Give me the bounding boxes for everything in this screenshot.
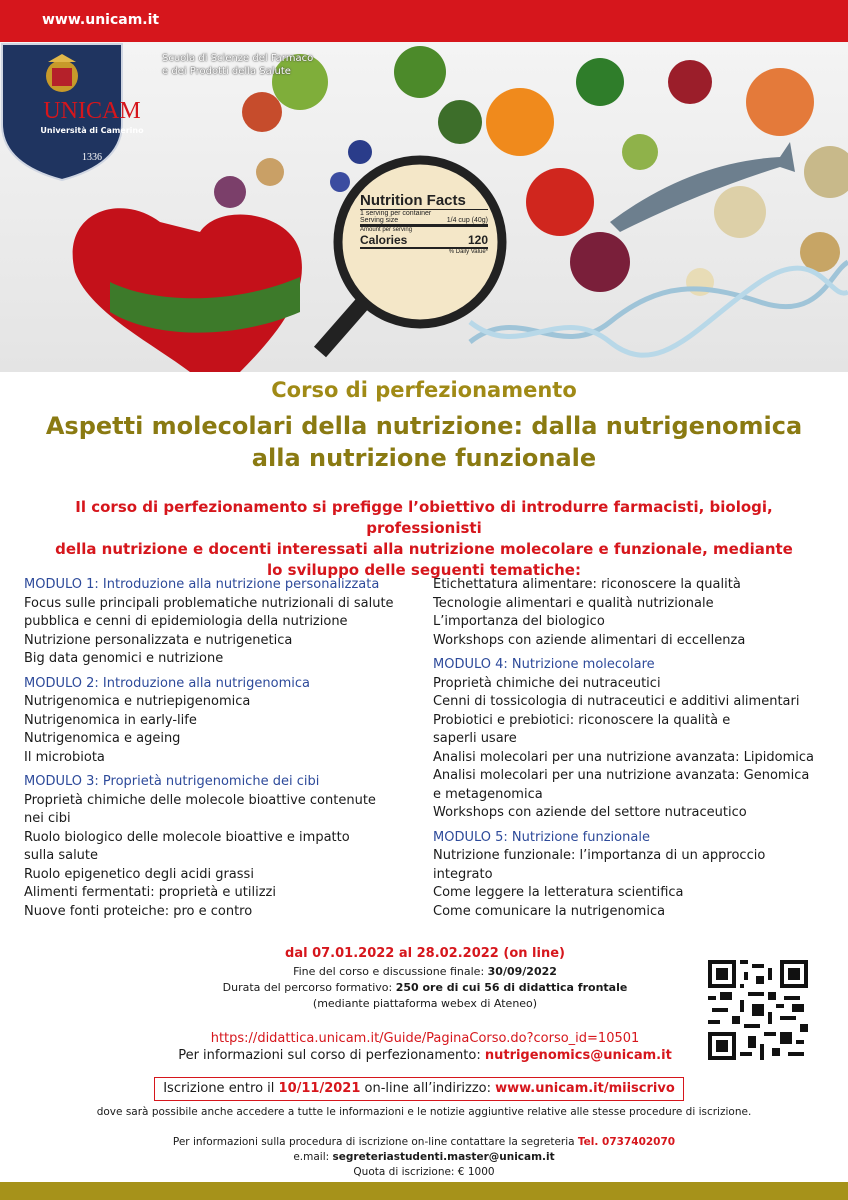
module-item: e metagenomica — [433, 786, 543, 802]
module-item: sulla salute — [24, 848, 99, 863]
module-item: Come leggere la letteratura scientifica — [433, 885, 684, 900]
access-note: dove sarà possibile anche accedere a tutte le informazioni e le notizie aggiuntive relative alle stesse procedure di iscrizione. — [96, 1106, 752, 1118]
intro-line-3: lo sviluppo delle seguenti tematiche: — [267, 561, 581, 579]
module-item: Alimenti fermentati: proprietà e utilizzi — [24, 885, 276, 900]
intro-paragraph — [20, 497, 828, 581]
site-url[interactable]: www.unicam.it — [42, 12, 160, 28]
logo-name: UNICAM — [43, 98, 141, 124]
logo-year: 1336 — [82, 152, 102, 163]
enroll-prefix: Iscrizione entro il — [163, 1081, 279, 1096]
module-2-title: MODULO 2: Introduzione alla nutrigenomica — [24, 675, 310, 691]
serving-per-container: 1 serving per container — [360, 209, 488, 217]
course-info-line — [160, 1048, 690, 1063]
course-url-link[interactable]: https://didattica.unicam.it/Guide/PaginaCorso.do?corso_id=10501 — [210, 1031, 640, 1046]
module-item: saperli usare — [433, 731, 517, 746]
module-item: Nutrigenomica in early-life — [24, 712, 197, 728]
serving-size-value: 1/4 cup (40g) — [446, 217, 488, 224]
platform-note: (mediante piattaforma webex di Ateneo) — [312, 997, 538, 1010]
school-line-2: e dei Prodotti della Salute — [162, 66, 291, 77]
course-title — [0, 410, 848, 474]
modules-left-column — [24, 576, 419, 921]
end-date-value: 30/09/2022 — [487, 965, 557, 978]
course-info-email[interactable]: nutrigenomics@unicam.it — [484, 1048, 672, 1063]
logo-subtitle: Università di Camerino — [40, 126, 144, 135]
contact-email-label: e.mail: — [293, 1151, 333, 1163]
module-item: Ruolo biologico delle molecole bioattive e impatto — [24, 829, 350, 845]
enroll-deadline: 10/11/2021 — [278, 1081, 361, 1096]
course-info-label: Per informazioni sul corso di perfezionamento: — [178, 1048, 485, 1063]
contact-line — [0, 1135, 848, 1150]
module-item: Nutrigenomica e nutriepigenomica — [24, 694, 251, 709]
hero-image — [0, 42, 848, 372]
module-item: Cenni di tossicologia di nutraceutici e additivi alimentari — [433, 694, 800, 709]
duration-value: 250 ore di cui 56 di didattica frontale — [395, 981, 628, 994]
module-item: Ruolo epigenetico degli acidi grassi — [24, 866, 254, 882]
nutrition-facts-label — [360, 192, 488, 255]
contact-label: Per informazioni sulla procedura di iscrizione on-line contattare la segreteria — [172, 1136, 578, 1148]
course-title-line-2: alla nutrizione funzionale — [251, 444, 597, 472]
calories-value: 120 — [467, 233, 488, 247]
module-3-title: MODULO 3: Proprietà nutrigenomiche dei cibi — [24, 774, 320, 789]
enrollment-box — [154, 1077, 684, 1101]
bottom-banner — [0, 1182, 848, 1200]
module-1-title: MODULO 1: Introduzione alla nutrizione personalizzata — [24, 577, 380, 592]
module-item: Analisi molecolari per una nutrizione avanzata: Genomica — [433, 768, 810, 783]
module-item: pubblica e cenni di epidemiologia della nutrizione — [24, 614, 348, 629]
course-type: Corso di perfezionamento — [271, 378, 577, 402]
module-item: Focus sulle principali problematiche nutrizionali di salute — [24, 595, 394, 611]
calories-label: Calories — [360, 233, 408, 247]
school-name — [162, 52, 313, 78]
module-item: nei cibi — [24, 811, 71, 826]
module-item: Tecnologie alimentari e qualità nutrizionale — [433, 595, 714, 611]
module-item: Etichettatura alimentare: riconoscere la qualità — [433, 577, 741, 592]
module-5-title: MODULO 5: Nutrizione funzionale — [433, 829, 650, 845]
amount-per-serving: Amount per serving — [360, 227, 413, 233]
module-item: Il microbiota — [24, 749, 105, 765]
module-item: Nutrizione funzionale: l’importanza di un approccio — [433, 848, 766, 863]
module-item: Proprietà chimiche delle molecole bioattive contenute — [24, 792, 376, 808]
module-item: Proprietà chimiche dei nutraceutici — [433, 675, 661, 691]
contact-email[interactable]: segreteriastudenti.master@unicam.it — [332, 1151, 555, 1163]
module-item: Workshops con aziende alimentari di eccellenza — [433, 632, 746, 648]
module-item: Analisi molecolari per una nutrizione avanzata: Lipidomica — [433, 749, 814, 765]
serving-size-label: Serving size — [360, 217, 399, 224]
contact-block — [0, 1135, 848, 1180]
end-date-line — [160, 964, 690, 980]
module-item: integrato — [433, 866, 493, 882]
module-item: Come comunicare la nutrigenomica — [433, 903, 666, 919]
module-item: Nuove fonti proteiche: pro e contro — [24, 903, 253, 919]
top-banner — [0, 0, 848, 42]
course-title-line-1: Aspetti molecolari della nutrizione: dalla nutrigenomica — [45, 412, 803, 440]
date-range: dal 07.01.2022 al 28.02.2022 (on line) — [285, 946, 565, 961]
course-dates — [160, 944, 690, 1012]
module-item: Workshops con aziende del settore nutraceutico — [433, 805, 747, 820]
module-item: L’importanza del biologico — [433, 614, 605, 629]
contact-phone[interactable]: Tel. 0737402070 — [577, 1136, 676, 1148]
school-line-1: Scuola di Scienze del Farmaco — [162, 53, 314, 64]
enroll-middle: on-line all’indirizzo: — [360, 1081, 496, 1096]
modules-right-column — [433, 576, 833, 921]
contact-email-line — [0, 1150, 848, 1165]
daily-value: % Daily Value* — [448, 249, 488, 255]
intro-line-1: Il corso di perfezionamento si prefigge l’obiettivo di introdurre farmacisti, biologi, professionisti — [75, 498, 773, 537]
module-item: Big data genomici e nutrizione — [24, 651, 224, 666]
qr-code[interactable] — [708, 960, 808, 1060]
enrollment-fee: Quota di iscrizione: € 1000 — [353, 1166, 495, 1178]
intro-line-2: della nutrizione e docenti interessati alla nutrizione molecolare e funzionale, mediante — [55, 540, 793, 558]
duration-line — [160, 980, 690, 996]
duration-label: Durata del percorso formativo: — [222, 981, 396, 994]
end-date-label: Fine del corso e discussione finale: — [293, 965, 488, 978]
module-4-title: MODULO 4: Nutrizione molecolare — [433, 657, 655, 672]
module-item: Nutrizione personalizzata e nutrigenetica — [24, 632, 293, 648]
module-item: Probiotici e prebiotici: riconoscere la qualità e — [433, 712, 731, 728]
title-block — [0, 378, 848, 474]
nutrition-title: Nutrition Facts — [360, 192, 466, 209]
enroll-url-link[interactable]: www.unicam.it/miiscrivo — [495, 1081, 675, 1096]
module-item: Nutrigenomica e ageing — [24, 731, 181, 746]
